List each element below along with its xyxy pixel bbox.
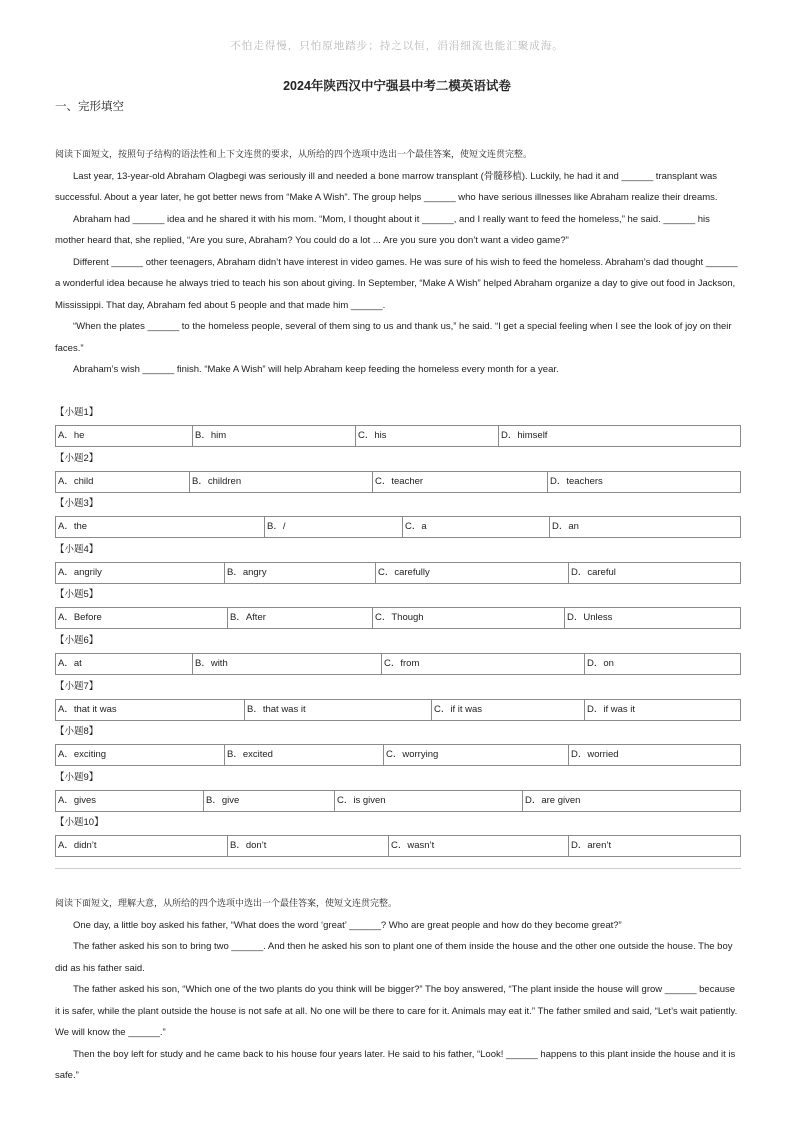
option-d[interactable]: D．Unless xyxy=(567,612,613,624)
passage-1-paragraph: Different ______ other teenagers, Abraham didn’t have interest in video games. He was sure of his wish to feed the homeless. Abraham’s dad thought ______ a wonderful idea because he always tried to teach his son about giving. In September, “Make A Wish” helped Abraham organize a day to give out food in Jackson, Mississippi. That day, Abraham fed about 5 people and that made him ______. xyxy=(55,256,738,311)
question-list xyxy=(55,401,741,857)
passage-1-paragraph: Abraham had ______ idea and he shared it with his mom. “Mom, I thought about it ______, and I really want to feed the homeless,” he said. ______ his mother heard that, she replied, “Are you sure, Abraham? You could do a lot ... Are you sure you don’t want a video game?” xyxy=(55,213,710,246)
option-d[interactable]: D．careful xyxy=(571,566,616,578)
question-label: 【小题7】 xyxy=(55,680,99,692)
question-label: 【小题8】 xyxy=(55,726,99,738)
option-c[interactable]: C．from xyxy=(382,654,585,674)
option-row xyxy=(55,744,741,766)
option-c[interactable]: C．teacher xyxy=(373,472,548,492)
passage-1 xyxy=(55,144,741,381)
question-label: 【小题6】 xyxy=(55,634,99,646)
passage-2-instruction: 阅读下面短文，理解大意，从所给的四个选项中选出一个最佳答案，使短文连贯完整。 xyxy=(55,898,398,908)
option-row xyxy=(55,607,741,629)
question-item xyxy=(55,675,741,721)
question-label: 【小题3】 xyxy=(55,498,99,510)
option-b[interactable]: B．don’t xyxy=(228,836,389,856)
option-b[interactable]: B．give xyxy=(204,791,335,811)
question-label: 【小题9】 xyxy=(55,771,99,783)
option-d[interactable]: D．himself xyxy=(501,430,548,441)
passage-2-paragraph: The father asked his son to bring two ______. And then he asked his son to plant one of them inside the house and the other one outside the house. The boy did as his father said. xyxy=(55,941,733,974)
question-label: 【小题4】 xyxy=(55,543,99,555)
question-label: 【小题1】 xyxy=(55,407,99,418)
option-a[interactable]: A．gives xyxy=(56,791,204,811)
option-b[interactable]: B．that was it xyxy=(245,700,432,720)
option-d[interactable]: D．if was it xyxy=(587,703,636,715)
option-d[interactable]: D．teachers xyxy=(550,475,603,487)
passage-2-paragraph: Then the boy left for study and he came back to his house four years later. He said to his father, “Look! ______ happens to this plant inside the house and it is safe.” xyxy=(55,1048,736,1081)
option-c[interactable]: C．a xyxy=(403,517,550,537)
option-c[interactable]: C．is given xyxy=(335,791,523,811)
option-a[interactable]: A．the xyxy=(56,517,265,537)
option-c[interactable]: C．worrying xyxy=(384,745,569,765)
option-a[interactable]: A．at xyxy=(56,654,193,674)
question-item xyxy=(55,811,741,857)
option-d[interactable]: D．aren’t xyxy=(571,840,612,852)
option-b[interactable]: B．After xyxy=(228,608,373,628)
question-item xyxy=(55,629,741,675)
option-a[interactable]: A．exciting xyxy=(56,745,225,765)
page-title: 2024年陕西汉中宁强县中考二模英语试卷 xyxy=(283,79,511,93)
passage-1-paragraph: Last year, 13-year-old Abraham Olagbegi was seriously ill and needed a bone marrow transplant (骨髓移植). Luckily, he had it and ______ transplant was successful. About a year later, he got better news from “Make A Wish”. The group helps ______ who have serious illnesses like Abraham realize their dreams. xyxy=(55,170,718,203)
option-b[interactable]: B．with xyxy=(193,654,382,674)
option-d[interactable]: D．are given xyxy=(525,794,581,806)
option-row xyxy=(55,516,741,538)
option-c[interactable]: C．Though xyxy=(373,608,565,628)
option-a[interactable]: A．child xyxy=(56,472,190,492)
question-label: 【小题2】 xyxy=(55,452,99,464)
option-row xyxy=(55,790,741,812)
option-a[interactable]: A．Before xyxy=(56,608,228,628)
option-c[interactable]: C．if it was xyxy=(432,700,585,720)
option-d[interactable]: D．on xyxy=(587,657,614,669)
question-item xyxy=(55,720,741,766)
option-d[interactable]: D．worried xyxy=(571,749,619,761)
option-row xyxy=(55,699,741,721)
option-b[interactable]: B．/ xyxy=(265,517,403,537)
option-c[interactable]: C．carefully xyxy=(376,563,569,583)
header-motto: 不怕走得慢，只怕原地踏步；持之以恒，涓涓细流也能汇聚成海。 xyxy=(230,40,564,52)
question-item xyxy=(55,538,741,584)
option-b[interactable]: B．excited xyxy=(225,745,384,765)
option-row xyxy=(55,425,741,447)
option-a[interactable]: A．that it was xyxy=(56,700,245,720)
passage-2-paragraph: One day, a little boy asked his father, “What does the word ‘great’ ______? Who are great people and how do they become great?” xyxy=(73,919,622,931)
option-b[interactable]: B．children xyxy=(190,472,373,492)
option-row xyxy=(55,471,741,493)
passage-1-paragraph: “When the plates ______ to the homeless people, several of them sing to us and thank us,” he said. “I get a special feeling when I see the look of joy on their faces.” xyxy=(55,321,732,354)
option-b[interactable]: B．angry xyxy=(225,563,376,583)
question-item xyxy=(55,492,741,538)
question-item xyxy=(55,766,741,812)
question-item xyxy=(55,401,741,447)
section-divider xyxy=(55,868,741,869)
option-b[interactable]: B．him xyxy=(193,426,356,446)
question-item xyxy=(55,583,741,629)
section-heading: 一、完形填空 xyxy=(55,99,124,113)
question-label: 【小题10】 xyxy=(55,817,104,829)
option-a[interactable]: A．he xyxy=(56,426,193,446)
option-row xyxy=(55,562,741,584)
passage-1-instruction: 阅读下面短文，按照句子结构的语法性和上下文连贯的要求，从所给的四个选项中选出一个最佳答案，使短文连贯完整。 xyxy=(55,149,533,159)
option-a[interactable]: A．angrily xyxy=(56,563,225,583)
option-a[interactable]: A．didn’t xyxy=(56,836,228,856)
option-row xyxy=(55,653,741,675)
option-c[interactable]: C．wasn’t xyxy=(389,836,569,856)
passage-2 xyxy=(55,893,741,1087)
option-row xyxy=(55,835,741,857)
question-label: 【小题5】 xyxy=(55,589,99,601)
question-item xyxy=(55,447,741,493)
option-c[interactable]: C．his xyxy=(356,426,499,446)
passage-2-paragraph: The father asked his son, “Which one of the two plants do you think will be bigger?” The boy answered, “The plant inside the house will grow ______ because it is safer, while the plant outside the house is not safe at all. No one will be there to care for it. Animals may eat it.” The father smiled and said, “Let’s wait patiently. We will know the ______.” xyxy=(55,984,738,1038)
passage-1-paragraph: Abraham’s wish ______ finish. “Make A Wish” will help Abraham keep feeding the homeless every month for a year. xyxy=(73,364,559,375)
option-d[interactable]: D．an xyxy=(552,521,579,533)
